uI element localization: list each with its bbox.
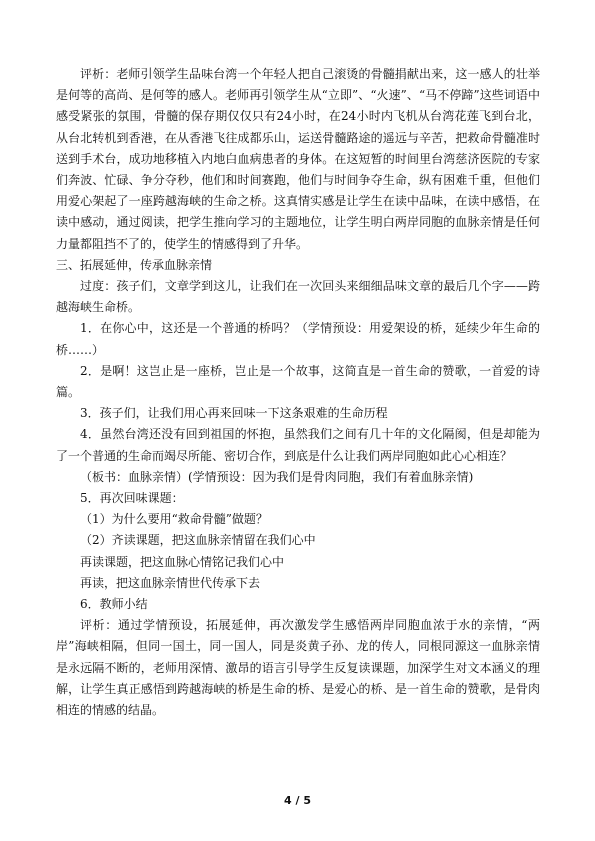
blackboard-note: （板书：血脉亲情）(学情预设：因为我们是骨肉同胞，我们有着血脉亲情) (80, 469, 474, 484)
reread-line-1: 再读课题，把这血脉心情铭记我们心中 (80, 554, 285, 569)
transition-paragraph: 过度：孩子们，文章学到这儿，让我们在一次回头来细细品味文章的最后几个字——跨越海峡生命桥。 (56, 279, 540, 315)
document-body (56, 64, 540, 721)
list-item-4: 4．虽然台湾还没有回到祖国的怀抱，虽然我们之间有几十年的文化隔阂，但是却能为了一个普通的生命而竭尽所能、密切合作，到底是什么让我们两岸同胞如此心心相连？ (56, 427, 540, 463)
sub-item-1: （1）为什么要用“救命骨髓”做题？ (80, 512, 268, 527)
sub-item-2: （2）齐读课题，把这血脉亲情留在我们心中 (80, 533, 316, 548)
reread-line-2: 再读，把这血脉亲情世代传承下去 (80, 575, 261, 590)
list-item-1: 1．在你心中，这还是一个普通的桥吗？（学情预设：用爱架设的桥，延续少年生命的桥……） (56, 321, 540, 357)
list-item-2: 2．是啊！这岂止是一座桥，岂止是一个故事，这简直是一首生命的赞歌，一首爱的诗篇。 (56, 363, 540, 400)
analysis-paragraph-2: 评析：通过学情预设，拓展延伸，再次激发学生感悟两岸同胞血浓于水的亲情，“两岸”海峡相隔，但同一国土，同一国人，同是炎黄子孙、龙的传人，同根同源这一血脉亲情是永远隔不断的，老师用深情、激昂的语言引导学生反复读课题，加深学生对文本涵义的理解，让学生真正感悟到跨越海峡的桥是生命的桥、是爱心的桥、是一首生命的赞歌，是骨肉相连的情感的结晶。 (56, 618, 540, 718)
page-number: 4 / 5 (284, 794, 311, 807)
section-heading-3: 三、拓展延伸，传承血脉亲情 (56, 257, 213, 272)
analysis-paragraph-1: 评析：老师引领学生品味台湾一个年轻人把自己滚烫的骨髓捐献出来，这一感人的壮举是何等的高尚、是何等的感人。老师再引领学生从“立即”、“火速”、“马不停蹄”这些词语中感受紧张的氛围，骨髓的保存期仅仅只有24小时，在24小时内飞机从台湾花莲飞到台北，从台北转机到香港，在从香港飞往成都乐山，运送骨髓路途的遥远与辛苦，把救命骨髓准时送到手术台，成功地移植入内地白血病患者的身体。在这短暂的时间里台湾慈济医院的专家们奔波、忙碌、争分夺秒，他们和时间赛跑，他们与时间争夺生命，纵有困难千重，但他们用爱心架起了一座跨越海峡的生命之桥。这真情实感是让学生在读中品味，在读中感悟，在读中感动，通过阅读，把学生推向学习的主题地位，让学生明白两岸同胞的血脉亲情是任何力量都阻挡不了的，使学生的情感得到了升华。 (56, 67, 540, 251)
list-item-5: 5．再次回味课题： (80, 491, 184, 506)
list-item-6: 6．教师小结 (80, 597, 148, 612)
list-item-3: 3．孩子们，让我们用心再来回味一下这条艰难的生命历程 (80, 406, 388, 421)
